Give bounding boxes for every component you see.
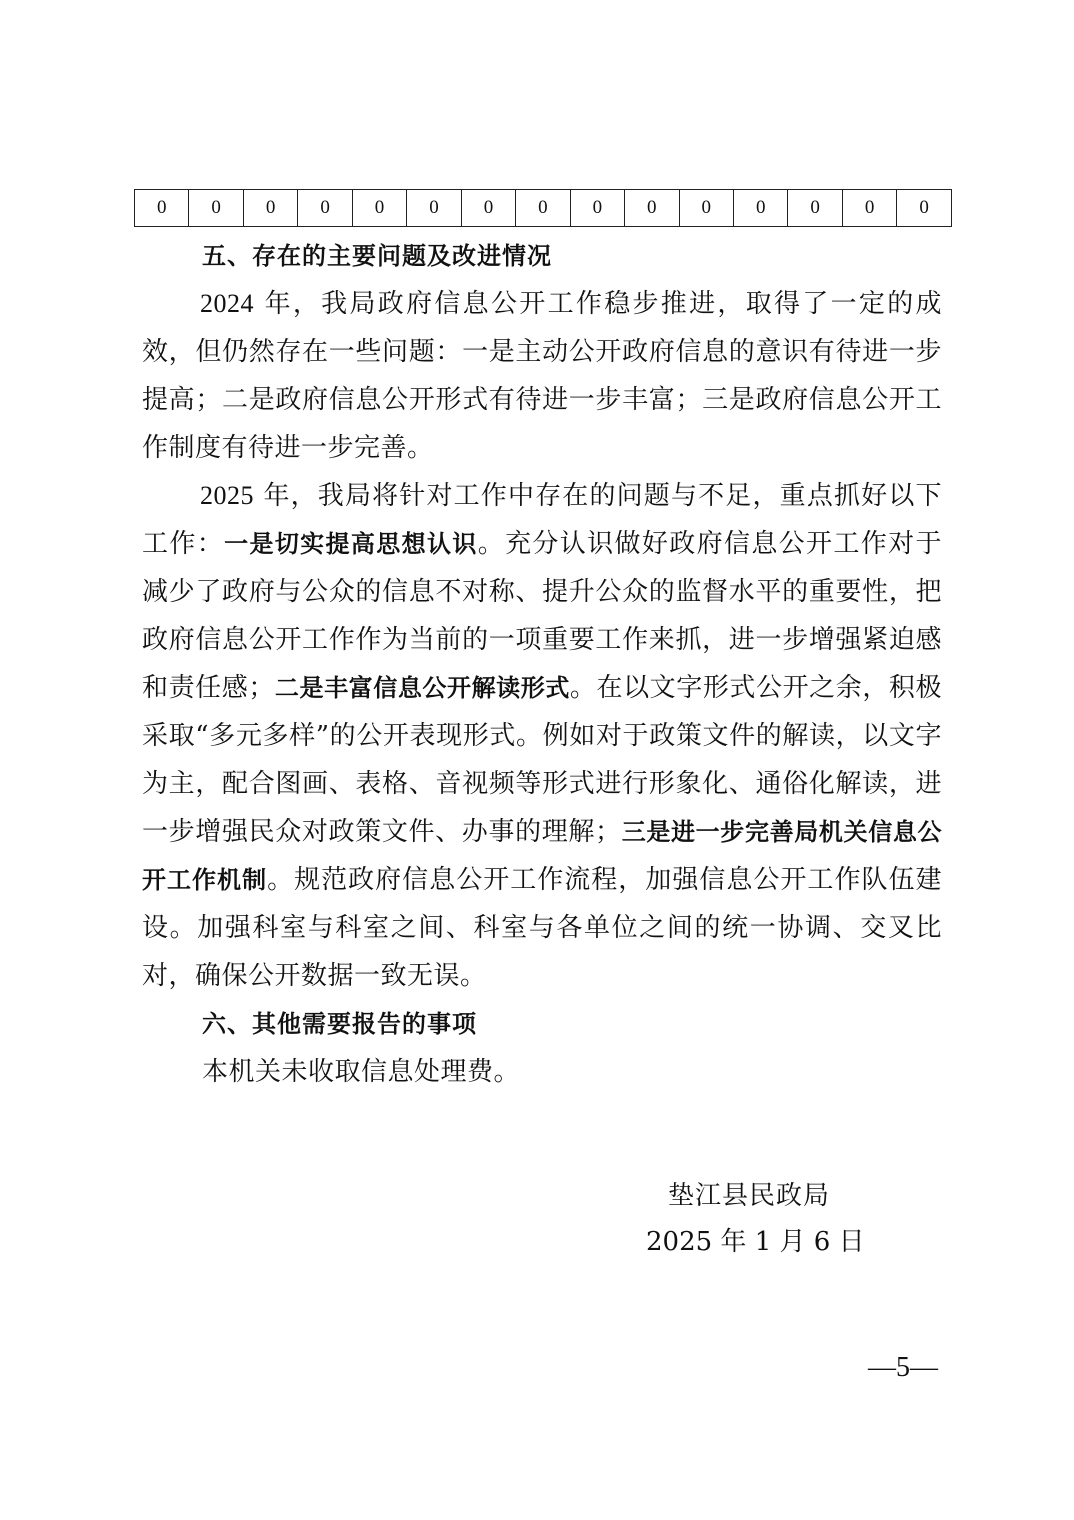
page-number: —5— [868,1352,938,1383]
key-point-1-text: 。充分认识做好政府信息公开工作对于减少了政府与公众的信息不对称、提升公众的监督水平的重要性，把政府信息公开工作作为当前的一项重要工作来抓，进一步增强紧迫感和责任感； [142,529,942,703]
table-cell: 0 [407,190,461,227]
key-point-2: 二是丰富信息公开解读形式 [274,674,570,702]
key-point-1: 一是切实提高思想认识 [224,530,478,558]
table-cell: 0 [625,190,679,227]
year-2024: 2024 [200,289,254,318]
year-2025: 2025 [200,481,254,510]
table-cell: 0 [461,190,515,227]
paragraph-2-intro: 年，我局将针对工作中存在的问题与不足，重点抓好以下工作： [142,481,942,559]
table-cell: 0 [842,190,896,227]
table-cell: 0 [135,190,189,227]
key-point-2-text: 。在以文字形式公开之余，积极采取“多元多样”的公开表现形式。例如对于政策文件的解读，以文字为主，配合图画、表格、音视频等形式进行形象化、通俗化解读，进一步增强民众对政策文件、办事的理解； [142,673,942,847]
table-cell: 0 [352,190,406,227]
statistics-table-row [134,189,952,227]
table-cell: 0 [243,190,297,227]
table-cell: 0 [679,190,733,227]
section-5-paragraph-1 [142,280,942,472]
key-point-3-text: 。规范政府信息公开工作流程，加强信息公开工作队伍建设。加强科室与科室之间、科室与各单位之间的统一协调、交叉比对，确保公开数据一致无误。 [142,865,942,991]
table-cell: 0 [189,190,243,227]
section-6-heading: 六、其他需要报告的事项 [202,1010,477,1038]
table-cell: 0 [516,190,570,227]
table-row [135,190,952,227]
table-cell: 0 [897,190,952,227]
section-6-text: 本机关未收取信息处理费。 [202,1057,521,1087]
table-cell: 0 [788,190,842,227]
table-cell: 0 [733,190,787,227]
section-5-heading: 五、存在的主要问题及改进情况 [202,242,552,270]
paragraph-1-text: 年，我局政府信息公开工作稳步推进，取得了一定的成效，但仍然存在一些问题：一是主动公开政府信息的意识有待进一步提高；二是政府信息公开形式有待进一步丰富；三是政府信息公开工作制度有待进一步完善。 [142,289,942,463]
document-body [142,232,942,1096]
signature-organization: 垫江县民政局 [668,1181,831,1211]
key-point-3: 三是进一步完善局机关信息公开工作机制 [142,818,942,894]
table-cell: 0 [298,190,352,227]
table-cell: 0 [570,190,624,227]
signature-date: 2025 年 1 月 6 日 [646,1227,865,1257]
section-5-paragraph-2 [142,472,942,1000]
